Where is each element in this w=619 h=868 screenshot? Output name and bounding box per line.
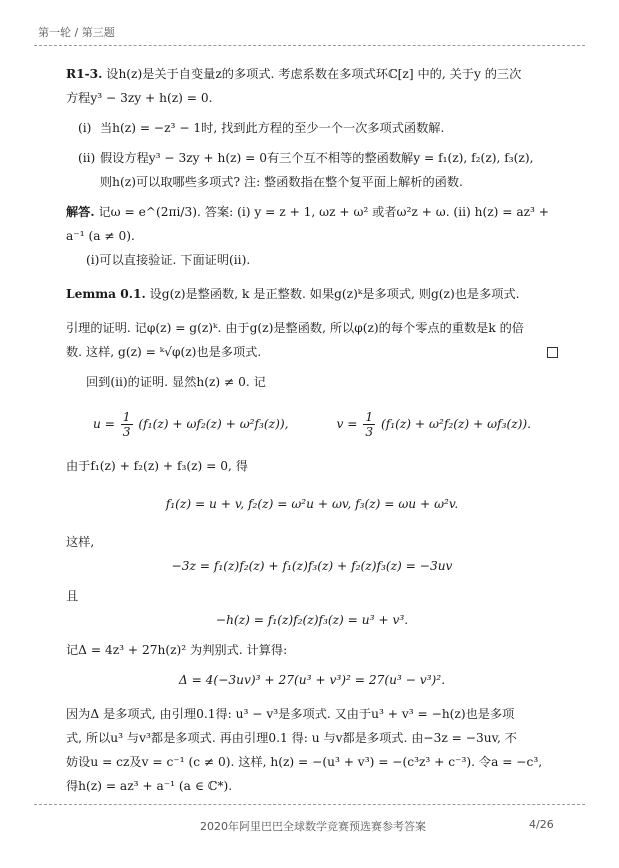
proof-line-1: 引理的证明. 记φ(z) = g(z)ᵏ. 由于g(z)是整函数, 所以φ(z)的每个零点的重数是k 的倍 [66, 321, 524, 335]
problem-line-2: 方程y³ − 3zy + h(z) = 0. [66, 91, 213, 105]
qed-symbol [547, 347, 558, 358]
sub-question-i [66, 116, 558, 140]
return-line: 回到(ii)的证明. 显然h(z) ≠ 0. 记 [86, 375, 266, 389]
fraction-denominator: 3 [365, 424, 374, 439]
discriminant-line: 记Δ = 4z³ + 27h(z)² 为判别式. 计算得: [66, 643, 288, 657]
proof-line-2: 数. 这样, g(z) = ᵏ√φ(z)也是多项式. [66, 345, 262, 359]
final-line-2: 式, 所以u³ 与v³都是多项式. 再由引理0.1 得: u 与v都是多项式. 由−3z = −3uv, 不 [66, 731, 517, 745]
v-definition [336, 410, 531, 439]
page-header [0, 0, 619, 46]
footer-title: 2020年阿里巴巴全球数学竞赛预选赛参考答案 [200, 820, 426, 833]
item-text-line-2: 则h(z)可以取哪些多项式? 注: 整函数指在整个复平面上解析的函数. [100, 175, 463, 189]
sum-line: 由于f₁(z) + f₂(z) + f₃(z) = 0, 得 [66, 459, 248, 473]
answer-line-1: 记ω = e^(2πi/3). 答案: (i) y = z + 1, ωz + ω² 或者ω²z + ω. (ii) h(z) = az³ + a⁻¹ (a ≠ 0). [66, 205, 550, 243]
fraction-denominator: 3 [122, 424, 131, 439]
final-line-1: 因为Δ 是多项式, 由引理0.1得: u³ − v³是多项式. 又由于u³ + v³ = −h(z)也是多项 [66, 707, 515, 721]
fraction-one-third [121, 410, 133, 439]
item-text: 当h(z) = −z³ − 1时, 找到此方程的至少一个一次多项式函数解. [100, 121, 445, 135]
fraction-numerator: 1 [122, 409, 131, 424]
header-divider [34, 45, 585, 46]
u-lhs: u = [92, 416, 115, 431]
page-number: 4/26 [529, 818, 554, 831]
thus-line: 这样, [66, 535, 95, 549]
answer-paragraph [66, 200, 558, 248]
and-line: 且 [66, 589, 79, 603]
sub-question-ii [66, 146, 558, 194]
lemma-label: Lemma 0.1. [66, 287, 146, 301]
answer-label: 解答. [66, 205, 95, 219]
lemma-text: 设g(z)是整函数, k 是正整数. 如果g(z)ᵏ是多项式, 则g(z)也是多项式. [149, 287, 520, 301]
proof-line-2-wrap [66, 340, 558, 364]
item-text-line-1: 假设方程y³ − 3zy + h(z) = 0有三个互不相等的整函数解y = f₁(z), f₂(z), f₃(z), [100, 151, 534, 165]
footer-divider [34, 804, 585, 805]
document-body [66, 62, 558, 798]
final-line-3: 妨设u = cz及v = c⁻¹ (c ≠ 0). 这样, h(z) = −(u³ + v³) = −(c³z³ + c⁻³). 令a = −c³, [66, 755, 543, 769]
v-rhs: (f₁(z) + ω²f₂(z) + ωf₃(z)). [380, 416, 532, 431]
f-equations: f₁(z) = u + v, f₂(z) = ω²u + ωv, f₃(z) = ωu + ω²v. [165, 497, 459, 511]
answer-line-2: (i)可以直接验证. 下面证明(ii). [86, 253, 251, 267]
problem-statement [66, 62, 558, 86]
problem-label: R1-3. [66, 67, 103, 81]
page-footer [0, 812, 619, 836]
u-definition [93, 410, 289, 439]
fraction-one-third [363, 410, 375, 439]
equation-delta: Δ = 4(−3uv)³ + 27(u³ + v³)² = 27(u³ − v³)². [178, 673, 446, 687]
item-marker: (ii) [78, 151, 96, 165]
breadcrumb: 第一轮 / 第三题 [38, 26, 115, 39]
uv-definition [66, 404, 558, 444]
lemma [66, 282, 558, 306]
u-rhs: (f₁(z) + ωf₂(z) + ω²f₃(z)), [138, 416, 289, 431]
equation-3z: −3z = f₁(z)f₂(z) + f₁(z)f₃(z) + f₂(z)f₃(z) = −3uv [171, 559, 453, 573]
final-line-4: 得h(z) = az³ + a⁻¹ (a ∈ ℂ*). [66, 779, 233, 793]
item-marker: (i) [78, 121, 92, 135]
problem-line-1: 设h(z)是关于自变量z的多项式. 考虑系数在多项式环ℂ[z] 中的, 关于y 的三次 [106, 67, 522, 81]
v-lhs: v = [336, 416, 358, 431]
equation-h: −h(z) = f₁(z)f₂(z)f₃(z) = u³ + v³. [215, 613, 409, 627]
fraction-numerator: 1 [365, 409, 374, 424]
